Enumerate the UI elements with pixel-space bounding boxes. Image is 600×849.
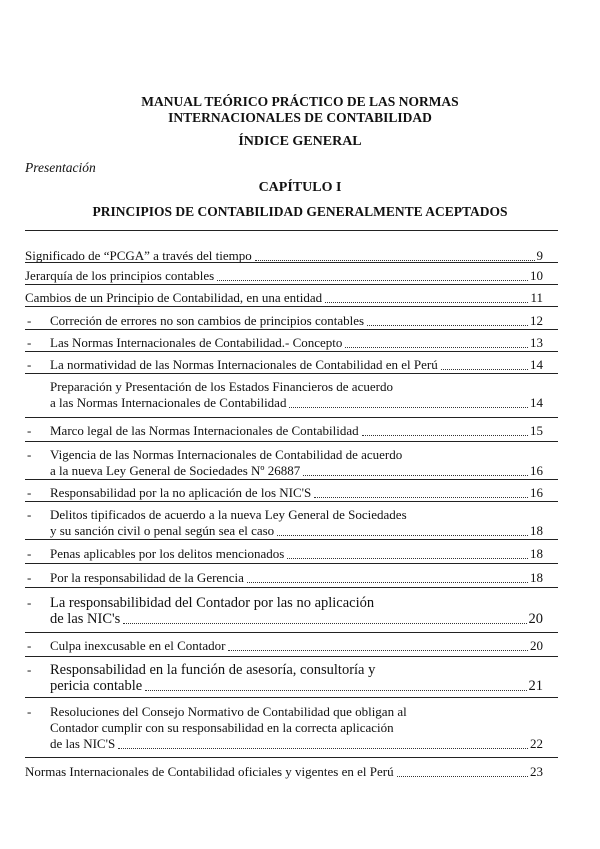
toc-entry-line [50, 546, 543, 562]
toc-entry-line [25, 764, 543, 780]
dot-leader [303, 475, 528, 476]
toc-entry [50, 379, 543, 411]
dot-leader [247, 582, 528, 583]
bullet-dash: - [27, 595, 32, 610]
dot-leader [289, 407, 528, 408]
toc-entry [50, 485, 543, 501]
toc-entry-line [50, 678, 543, 694]
toc-separator [25, 329, 558, 330]
toc-entry [50, 595, 543, 627]
toc-separator [25, 441, 558, 442]
dot-leader [255, 260, 535, 261]
dot-leader [123, 623, 526, 624]
toc-entry [50, 447, 543, 479]
toc-entry-line [25, 268, 543, 284]
presentation-label: Presentación [25, 160, 96, 175]
toc-entry-text: a las Normas Internacionales de Contabilidad [50, 395, 287, 410]
dot-leader [367, 325, 528, 326]
toc-entry-text: Correción de errores no son cambios de principios contables [50, 313, 365, 328]
bullet-dash: - [27, 546, 32, 561]
toc-entry-line [50, 395, 543, 411]
toc-page-number: 15 [530, 423, 543, 438]
toc-page-number: 14 [530, 357, 543, 372]
toc-entry [50, 662, 543, 694]
bullet-dash: - [27, 357, 32, 372]
chapter-title: PRINCIPIOS DE CONTABILIDAD GENERALMENTE ACEPTADOS [92, 204, 508, 219]
toc-entry-line [50, 611, 543, 627]
dot-leader [362, 435, 528, 436]
toc-entry-line [50, 638, 543, 654]
toc-separator [25, 757, 558, 758]
toc-page-number: 10 [530, 268, 543, 283]
toc-entry-text: de las NIC's [50, 611, 121, 627]
toc-entry-text: Penas aplicables por los delitos mencionados [50, 546, 285, 561]
toc-page-number: 13 [530, 335, 543, 350]
toc-entry-text: pericia contable [50, 678, 143, 694]
toc-page-number: 16 [530, 485, 543, 500]
toc-page-number: 22 [530, 736, 543, 751]
toc-separator [25, 656, 558, 657]
dot-leader [118, 748, 528, 749]
toc-separator [25, 501, 558, 502]
toc-entry-text: Las Normas Internacionales de Contabilidad.- Concepto [50, 335, 343, 350]
toc-page-number: 12 [530, 313, 543, 328]
toc-page-number: 20 [528, 611, 543, 627]
toc-separator [25, 479, 558, 480]
toc-separator [25, 563, 558, 564]
bullet-dash: - [27, 704, 32, 719]
toc-separator [25, 539, 558, 540]
toc-entry-line [50, 507, 543, 523]
toc-entry [50, 357, 543, 373]
toc-entry-text: y su sanción civil o penal según sea el caso [50, 523, 275, 538]
toc-entry-text: Preparación y Presentación de los Estados Financieros de acuerdo [50, 379, 393, 394]
toc-entry-text: Jerarquía de los principios contables [25, 268, 215, 283]
toc-page-number: 18 [530, 546, 543, 561]
toc-entry-line [50, 662, 543, 678]
toc-entry-text: Cambios de un Principio de Contabilidad, en una entidad [25, 290, 323, 305]
toc-entry-line [50, 720, 543, 736]
toc-entry-line [50, 379, 543, 395]
toc-entry [50, 546, 543, 562]
toc-separator [25, 373, 558, 374]
toc-page-number: 18 [530, 570, 543, 585]
toc-entry-line [50, 447, 543, 463]
bullet-dash: - [27, 485, 32, 500]
toc-entry-text: a la nueva Ley General de Sociedades Nº 26887 [50, 463, 301, 478]
toc-entry-line [50, 704, 543, 720]
toc-separator [25, 284, 558, 285]
toc-page-number: 11 [530, 290, 543, 305]
toc-entry [50, 335, 543, 351]
toc-entry-text: La responsabilibidad del Contador por las no aplicación [50, 595, 375, 611]
toc-separator [25, 417, 558, 418]
toc-entry-line [50, 423, 543, 439]
dot-leader [441, 369, 528, 370]
dot-leader [325, 302, 528, 303]
toc-entry-line [50, 570, 543, 586]
toc-entry [25, 764, 543, 780]
toc-separator [25, 262, 558, 263]
toc-entry-text: Marco legal de las Normas Internacionales de Contabilidad [50, 423, 359, 438]
toc-entry [50, 570, 543, 586]
toc-entry-text: Contador cumplir con su responsabilidad en la correcta aplicación [50, 720, 394, 735]
toc-page-number: 20 [530, 638, 543, 653]
document-title-line2: INTERNACIONALES DE CONTABILIDAD [168, 110, 432, 125]
toc-page-number: 14 [530, 395, 543, 410]
toc-entry-line [50, 485, 543, 501]
toc-separator [25, 587, 558, 588]
toc-page-number: 9 [536, 248, 543, 263]
toc-entry-line [25, 290, 543, 306]
index-title: ÍNDICE GENERAL [238, 134, 362, 149]
toc-page-number: 18 [530, 523, 543, 538]
toc-entry-text: Significado de “PCGA” a través del tiempo [25, 248, 252, 263]
dot-leader [314, 497, 528, 498]
toc-entry-text: Resoluciones del Consejo Normativo de Contabilidad que obligan al [50, 704, 407, 719]
chapter-rule [25, 230, 558, 231]
toc-entry-line [50, 736, 543, 752]
toc-separator [25, 632, 558, 633]
bullet-dash: - [27, 335, 32, 350]
dot-leader [287, 558, 528, 559]
toc-entry-text: de las NIC'S [50, 736, 116, 751]
toc-separator [25, 306, 558, 307]
dot-leader [217, 280, 528, 281]
toc-entry-text: Culpa inexcusable en el Contador [50, 638, 226, 653]
bullet-dash: - [27, 447, 32, 462]
dot-leader [397, 776, 528, 777]
toc-entry-text: Responsabilidad en la función de asesoría, consultoría y [50, 662, 376, 678]
dot-leader [145, 690, 526, 691]
toc-entry [50, 704, 543, 752]
toc-page-number: 23 [530, 764, 543, 779]
bullet-dash: - [27, 313, 32, 328]
toc-entry-line [50, 335, 543, 351]
bullet-dash: - [27, 507, 32, 522]
toc-entry [50, 638, 543, 654]
dot-leader [277, 535, 528, 536]
toc-entry-text: Responsabilidad por la no aplicación de los NIC'S [50, 485, 312, 500]
toc-entry [50, 507, 543, 539]
chapter-label: CAPÍTULO I [258, 180, 342, 195]
bullet-dash: - [27, 570, 32, 585]
toc-entry [25, 290, 543, 306]
toc-separator [25, 351, 558, 352]
dot-leader [228, 650, 528, 651]
toc-entry-line [50, 523, 543, 539]
toc-entry-line [50, 595, 543, 611]
toc-entry [50, 423, 543, 439]
bullet-dash: - [27, 423, 32, 438]
toc-entry [50, 313, 543, 329]
toc-entry-text: Delitos tipificados de acuerdo a la nueva Ley General de Sociedades [50, 507, 407, 522]
toc-entry-line [50, 463, 543, 479]
bullet-dash: - [27, 662, 32, 677]
toc-entry-text: Normas Internacionales de Contabilidad oficiales y vigentes en el Perú [25, 764, 394, 779]
toc-page-number: 21 [528, 678, 543, 694]
toc-separator [25, 697, 558, 698]
dot-leader [345, 347, 528, 348]
document-title-line1: MANUAL TEÓRICO PRÁCTICO DE LAS NORMAS [141, 94, 459, 109]
toc-entry-text: La normatividad de las Normas Internacionales de Contabilidad en el Perú [50, 357, 438, 372]
toc-entry-line [50, 313, 543, 329]
toc-entry [25, 268, 543, 284]
bullet-dash: - [27, 638, 32, 653]
toc-entry-text: Vigencia de las Normas Internacionales de Contabilidad de acuerdo [50, 447, 403, 462]
toc-entry-line [50, 357, 543, 373]
toc-page-number: 16 [530, 463, 543, 478]
toc-entry-text: Por la responsabilidad de la Gerencia [50, 570, 244, 585]
